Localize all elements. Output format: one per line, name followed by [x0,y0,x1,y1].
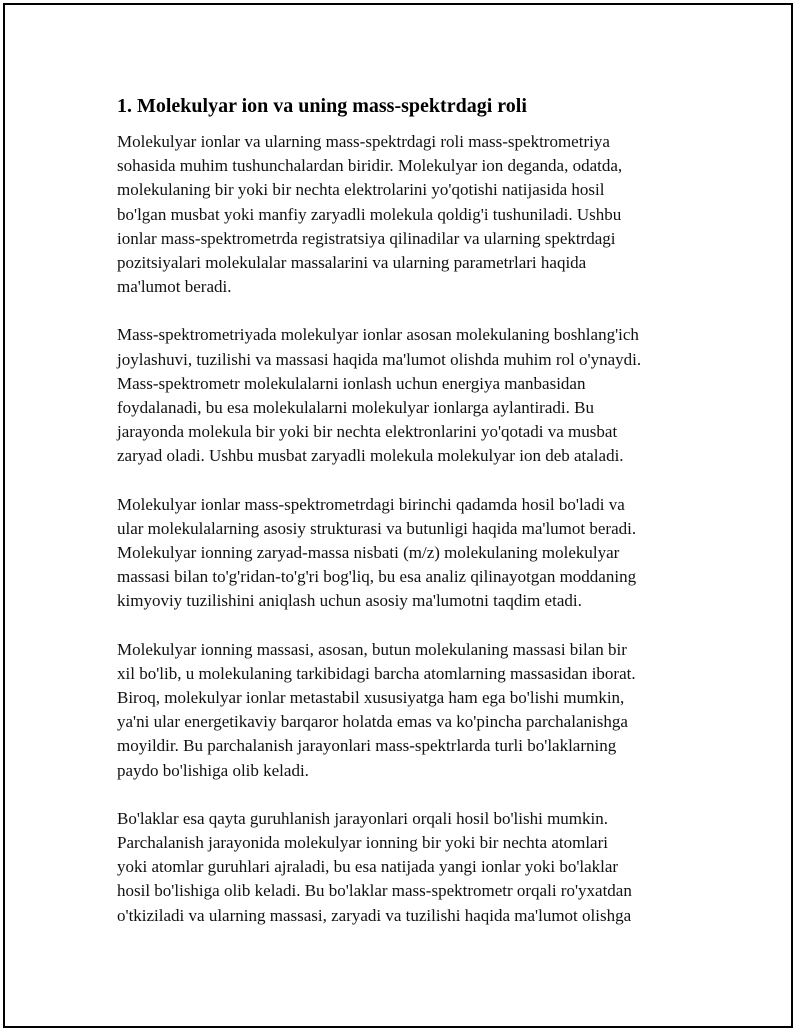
text-line: hosil bo'lishiga olib keladi. Bu bo'laklar mass-spektrometr orqali ro'yxatdan [117,881,632,901]
paragraph-3 [117,493,697,614]
text-line: Molekulyar ionlar mass-spektrometrdagi birinchi qadamda hosil bo'ladi va [117,494,625,514]
text-line: Mass-spektrometr molekulalarni ionlash uchun energiya manbasidan [117,373,586,393]
section-heading: 1. Molekulyar ion va uning mass-spektrdagi roli [117,95,527,117]
text-line: o'tkiziladi va ularning massasi, zaryadi va tuzilishi haqida ma'lumot olishga [117,905,632,925]
paragraph-4 [117,638,697,783]
text-line: Bo'laklar esa qayta guruhlanish jarayonlari orqali hosil bo'lishi mumkin. [117,808,608,828]
text-line: jarayonda molekula bir yoki bir nechta elektronlarini yo'qotadi va musbat [117,422,618,442]
paragraph-2 [117,323,697,468]
text-line: foydalanadi, bu esa molekulalarni molekulyar ionlarga aylantiradi. Bu [117,398,594,418]
text-line: Biroq, molekulyar ionlar metastabil xususiyatga ham ega bo'lishi mumkin, [117,688,625,708]
text-line: zaryad oladi. Ushbu musbat zaryadli molekula molekulyar ion deb ataladi. [117,446,624,466]
text-line: ular molekulalarning asosiy strukturasi va butunligi haqida ma'lumot beradi. [117,518,637,538]
text-line: molekulaning bir yoki bir nechta elektrolarini yo'qotishi natijasida hosil [117,180,605,200]
text-line: kimyoviy tuzilishini aniqlash uchun asosiy ma'lumotni taqdim etadi. [117,591,582,611]
paragraph-1 [117,130,697,299]
text-line: yoki atomlar guruhlari ajraladi, bu esa natijada yangi ionlar yoki bo'laklar [117,857,619,877]
text-line: pozitsiyalari molekulalar massalarini va ularning parametrlari haqida [117,253,587,273]
text-line: xil bo'lib, u molekulaning tarkibidagi barcha atomlarning massasidan iborat. [117,663,636,683]
text-line: Molekulyar ionlar va ularning mass-spektrdagi roli mass-spektrometriya [117,132,610,151]
text-line: ya'ni ular energetikaviy barqaror holatda emas va ko'pincha parchalanishga [117,712,628,732]
text-line: bo'lgan musbat yoki manfiy zaryadli molekula qoldig'i tushuniladi. Ushbu [117,204,622,224]
text-line: Parchalanish jarayonida molekulyar ionning bir yoki bir nechta atomlari [117,833,608,853]
paragraph-5 [117,807,697,928]
text-line: ionlar mass-spektrometrda registratsiya qilinadilar va ularning spektrdagi [117,228,616,248]
text-line: joylashuvi, tuzilishi va massasi haqida ma'lumot olishda muhim rol o'ynaydi. [117,349,642,369]
text-line: ma'lumot beradi. [117,277,232,297]
text-line: paydo bo'lishiga olib keladi. [117,760,309,780]
text-line: moyildir. Bu parchalanish jarayonlari mass-spektrlarda turli bo'laklarning [117,736,617,756]
text-line: Molekulyar ionning zaryad-massa nisbati (m/z) molekulaning molekulyar [117,543,620,563]
text-line: Mass-spektrometriyada molekulyar ionlar asosan molekulaning boshlang'ich [117,325,639,345]
text-line: massasi bilan to'g'ridan-to'g'ri bog'liq, bu esa analiz qilinayotgan moddaning [117,567,637,587]
document-body [117,92,697,952]
text-line: sohasida muhim tushunchalardan biridir. Molekulyar ion deganda, odatda, [117,156,623,176]
text-line: Molekulyar ionning massasi, asosan, butun molekulaning massasi bilan bir [117,639,627,659]
